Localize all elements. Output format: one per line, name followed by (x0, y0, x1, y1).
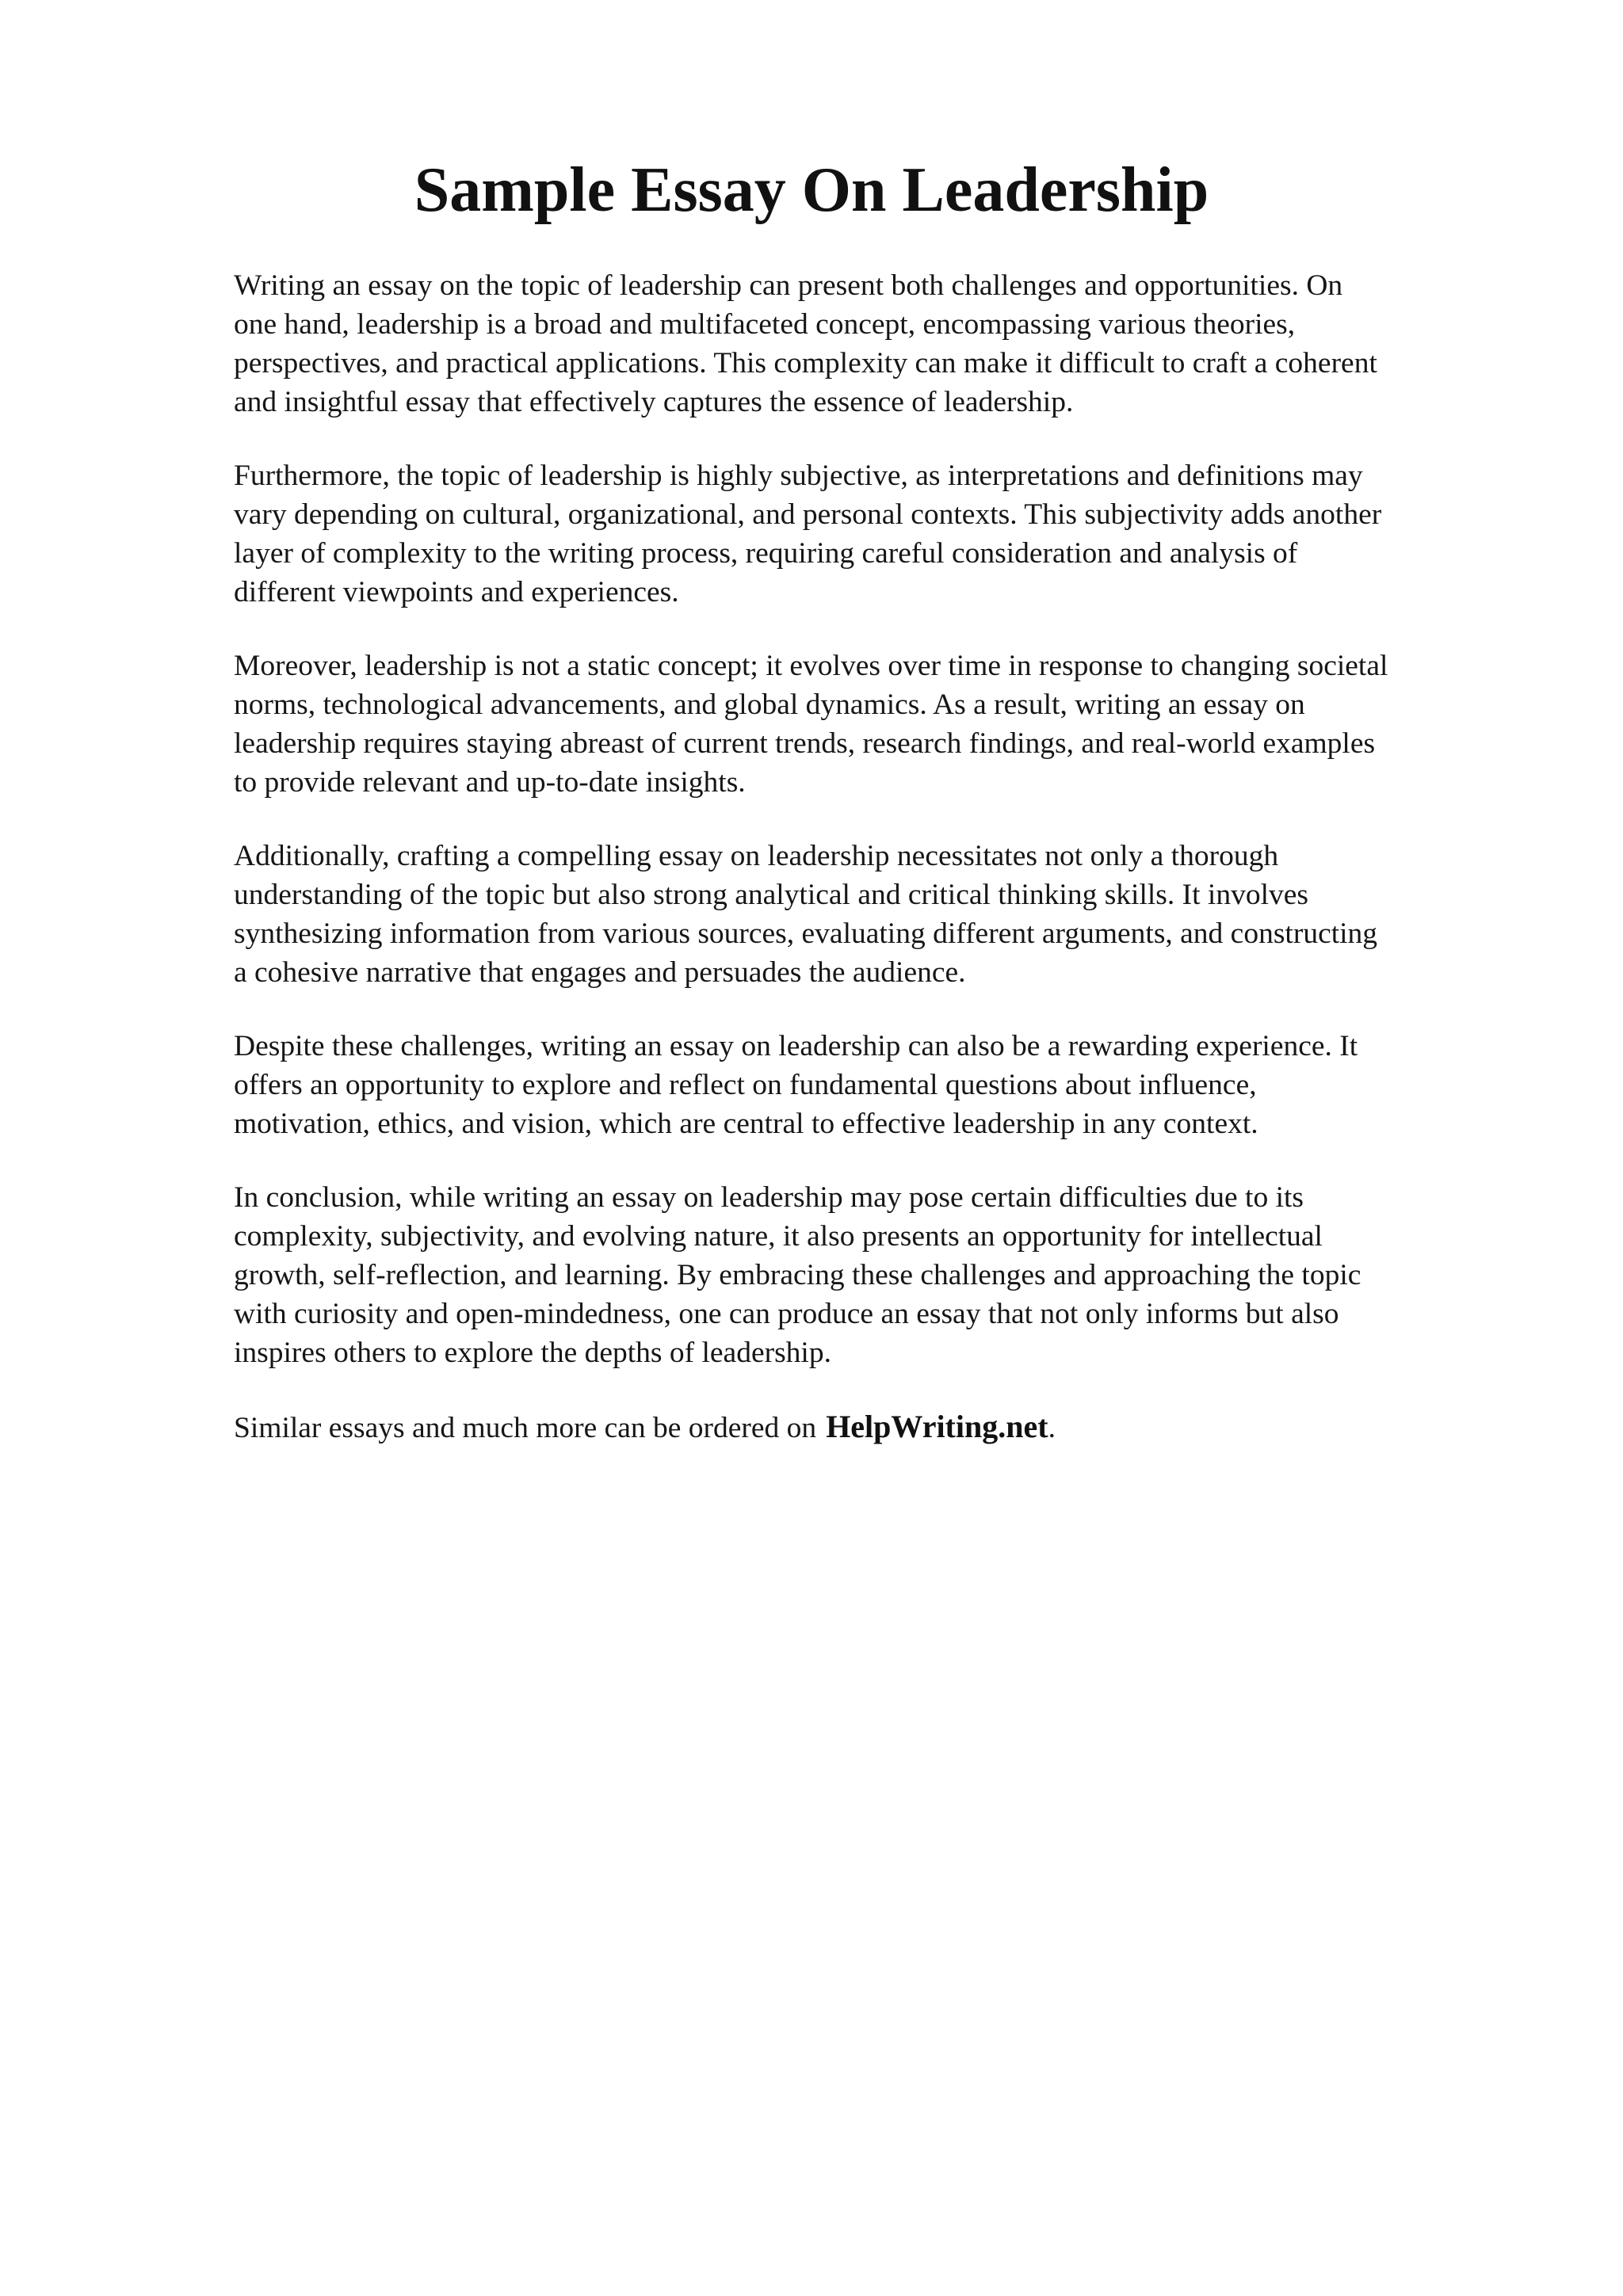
paragraph-line: Writing an essay on the topic of leadership can present both challenges and opportunities. On (234, 269, 1343, 302)
paragraph-line: motivation, ethics, and vision, which are central to effective leadership in any context. (234, 1108, 1258, 1140)
paragraph-line: to provide relevant and up-to-date insights. (234, 766, 746, 799)
closing-text: Similar essays and much more can be ordered on (234, 1412, 817, 1444)
paragraph-line: a cohesive narrative that engages and persuades the audience. (234, 956, 966, 989)
paragraph-line: growth, self-reflection, and learning. By embracing these challenges and approaching the topic (234, 1259, 1361, 1291)
paragraph-line: and insightful essay that effectively captures the essence of leadership. (234, 386, 1074, 418)
closing-suffix: . (1048, 1412, 1056, 1444)
paragraph-4 (234, 837, 1533, 992)
paragraph-line: Furthermore, the topic of leadership is highly subjective, as interpretations and definitions may (234, 460, 1363, 492)
paragraph-5 (234, 1027, 1533, 1143)
page-title: Sample Essay On Leadership (414, 155, 1209, 225)
paragraph-line: layer of complexity to the writing process, requiring careful consideration and analysis of (234, 537, 1298, 570)
helpwriting-link[interactable]: HelpWriting.net (826, 1409, 1048, 1444)
paragraph-line: norms, technological advancements, and global dynamics. As a result, writing an essay on (234, 688, 1305, 721)
paragraph-line: Moreover, leadership is not a static concept; it evolves over time in response to changing societal (234, 650, 1388, 682)
paragraph-6 (234, 1178, 1533, 1372)
paragraph-line: leadership requires staying abreast of current trends, research findings, and real-world examples (234, 727, 1376, 760)
closing-line (234, 1407, 1533, 1447)
paragraph-1 (234, 266, 1533, 421)
paragraph-line: In conclusion, while writing an essay on leadership may pose certain difficulties due to its (234, 1181, 1304, 1214)
paragraph-2 (234, 456, 1533, 612)
paragraph-3 (234, 646, 1533, 802)
paragraph-line: understanding of the topic but also strong analytical and critical thinking skills. It involves (234, 879, 1308, 911)
paragraph-line: with curiosity and open-mindedness, one can produce an essay that not only informs but also (234, 1298, 1339, 1330)
paragraph-line: offers an opportunity to explore and reflect on fundamental questions about influence, (234, 1069, 1257, 1101)
paragraph-line: vary depending on cultural, organizational, and personal contexts. This subjectivity adds another (234, 498, 1382, 531)
paragraph-line: Despite these challenges, writing an essay on leadership can also be a rewarding experience. It (234, 1030, 1358, 1062)
paragraph-line: Additionally, crafting a compelling essay on leadership necessitates not only a thorough (234, 840, 1279, 872)
paragraph-line: one hand, leadership is a broad and multifaceted concept, encompassing various theories, (234, 308, 1296, 341)
paragraph-line: perspectives, and practical applications. This complexity can make it difficult to craft a coherent (234, 347, 1377, 379)
paragraph-line: inspires others to explore the depths of leadership. (234, 1337, 831, 1369)
essay-body (234, 266, 1533, 1447)
paragraph-line: complexity, subjectivity, and evolving nature, it also presents an opportunity for intellectual (234, 1220, 1323, 1253)
paragraph-line: different viewpoints and experiences. (234, 576, 679, 608)
paragraph-line: synthesizing information from various sources, evaluating different arguments, and constructing (234, 917, 1378, 950)
